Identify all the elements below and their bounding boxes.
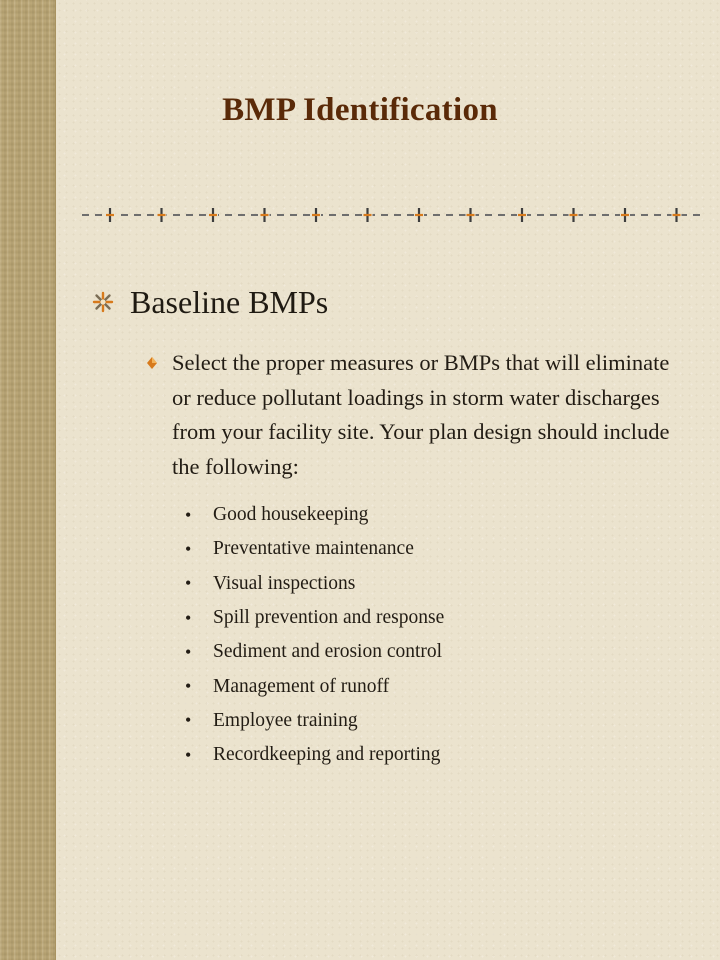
list-bullet: • (185, 504, 192, 525)
list-bullet: • (185, 573, 192, 594)
list-item-text: Sediment and erosion control (213, 641, 443, 663)
list-item (185, 704, 444, 738)
list-item (185, 532, 444, 566)
list-bullet: • (185, 538, 192, 559)
list-item (185, 738, 444, 772)
list-item-text: Employee training (213, 709, 358, 731)
star-bullet-icon (92, 291, 114, 313)
decorative-divider (80, 205, 700, 225)
list-bullet: • (185, 710, 192, 731)
bmp-list (185, 498, 444, 772)
list-item-text: Spill prevention and response (213, 607, 445, 629)
list-bullet: • (185, 607, 192, 628)
list-item-text: Preventative maintenance (213, 538, 414, 560)
heading-text: Baseline BMPs (130, 283, 329, 320)
paragraph-row (145, 346, 685, 484)
heading-row (92, 280, 328, 324)
diamond-bullet-icon (145, 356, 159, 370)
list-item (185, 567, 444, 601)
textured-left-strip (0, 0, 56, 960)
list-bullet: • (185, 641, 192, 662)
list-item (185, 669, 444, 703)
list-item-text: Visual inspections (213, 572, 356, 594)
paragraph-text: Select the proper measures or BMPs that will eliminate or reduce pollutant loadings in storm water discharges from your facility site. Your plan design should include the following: (172, 350, 670, 479)
slide-title: BMP Identification (222, 92, 498, 128)
list-item (185, 498, 444, 532)
list-bullet: • (185, 744, 192, 765)
list-item-text: Management of runoff (213, 675, 390, 697)
list-item-text: Good housekeeping (213, 504, 369, 526)
list-item-text: Recordkeeping and reporting (213, 744, 441, 766)
list-item (185, 601, 444, 635)
list-item (185, 635, 444, 669)
list-bullet: • (185, 676, 192, 697)
